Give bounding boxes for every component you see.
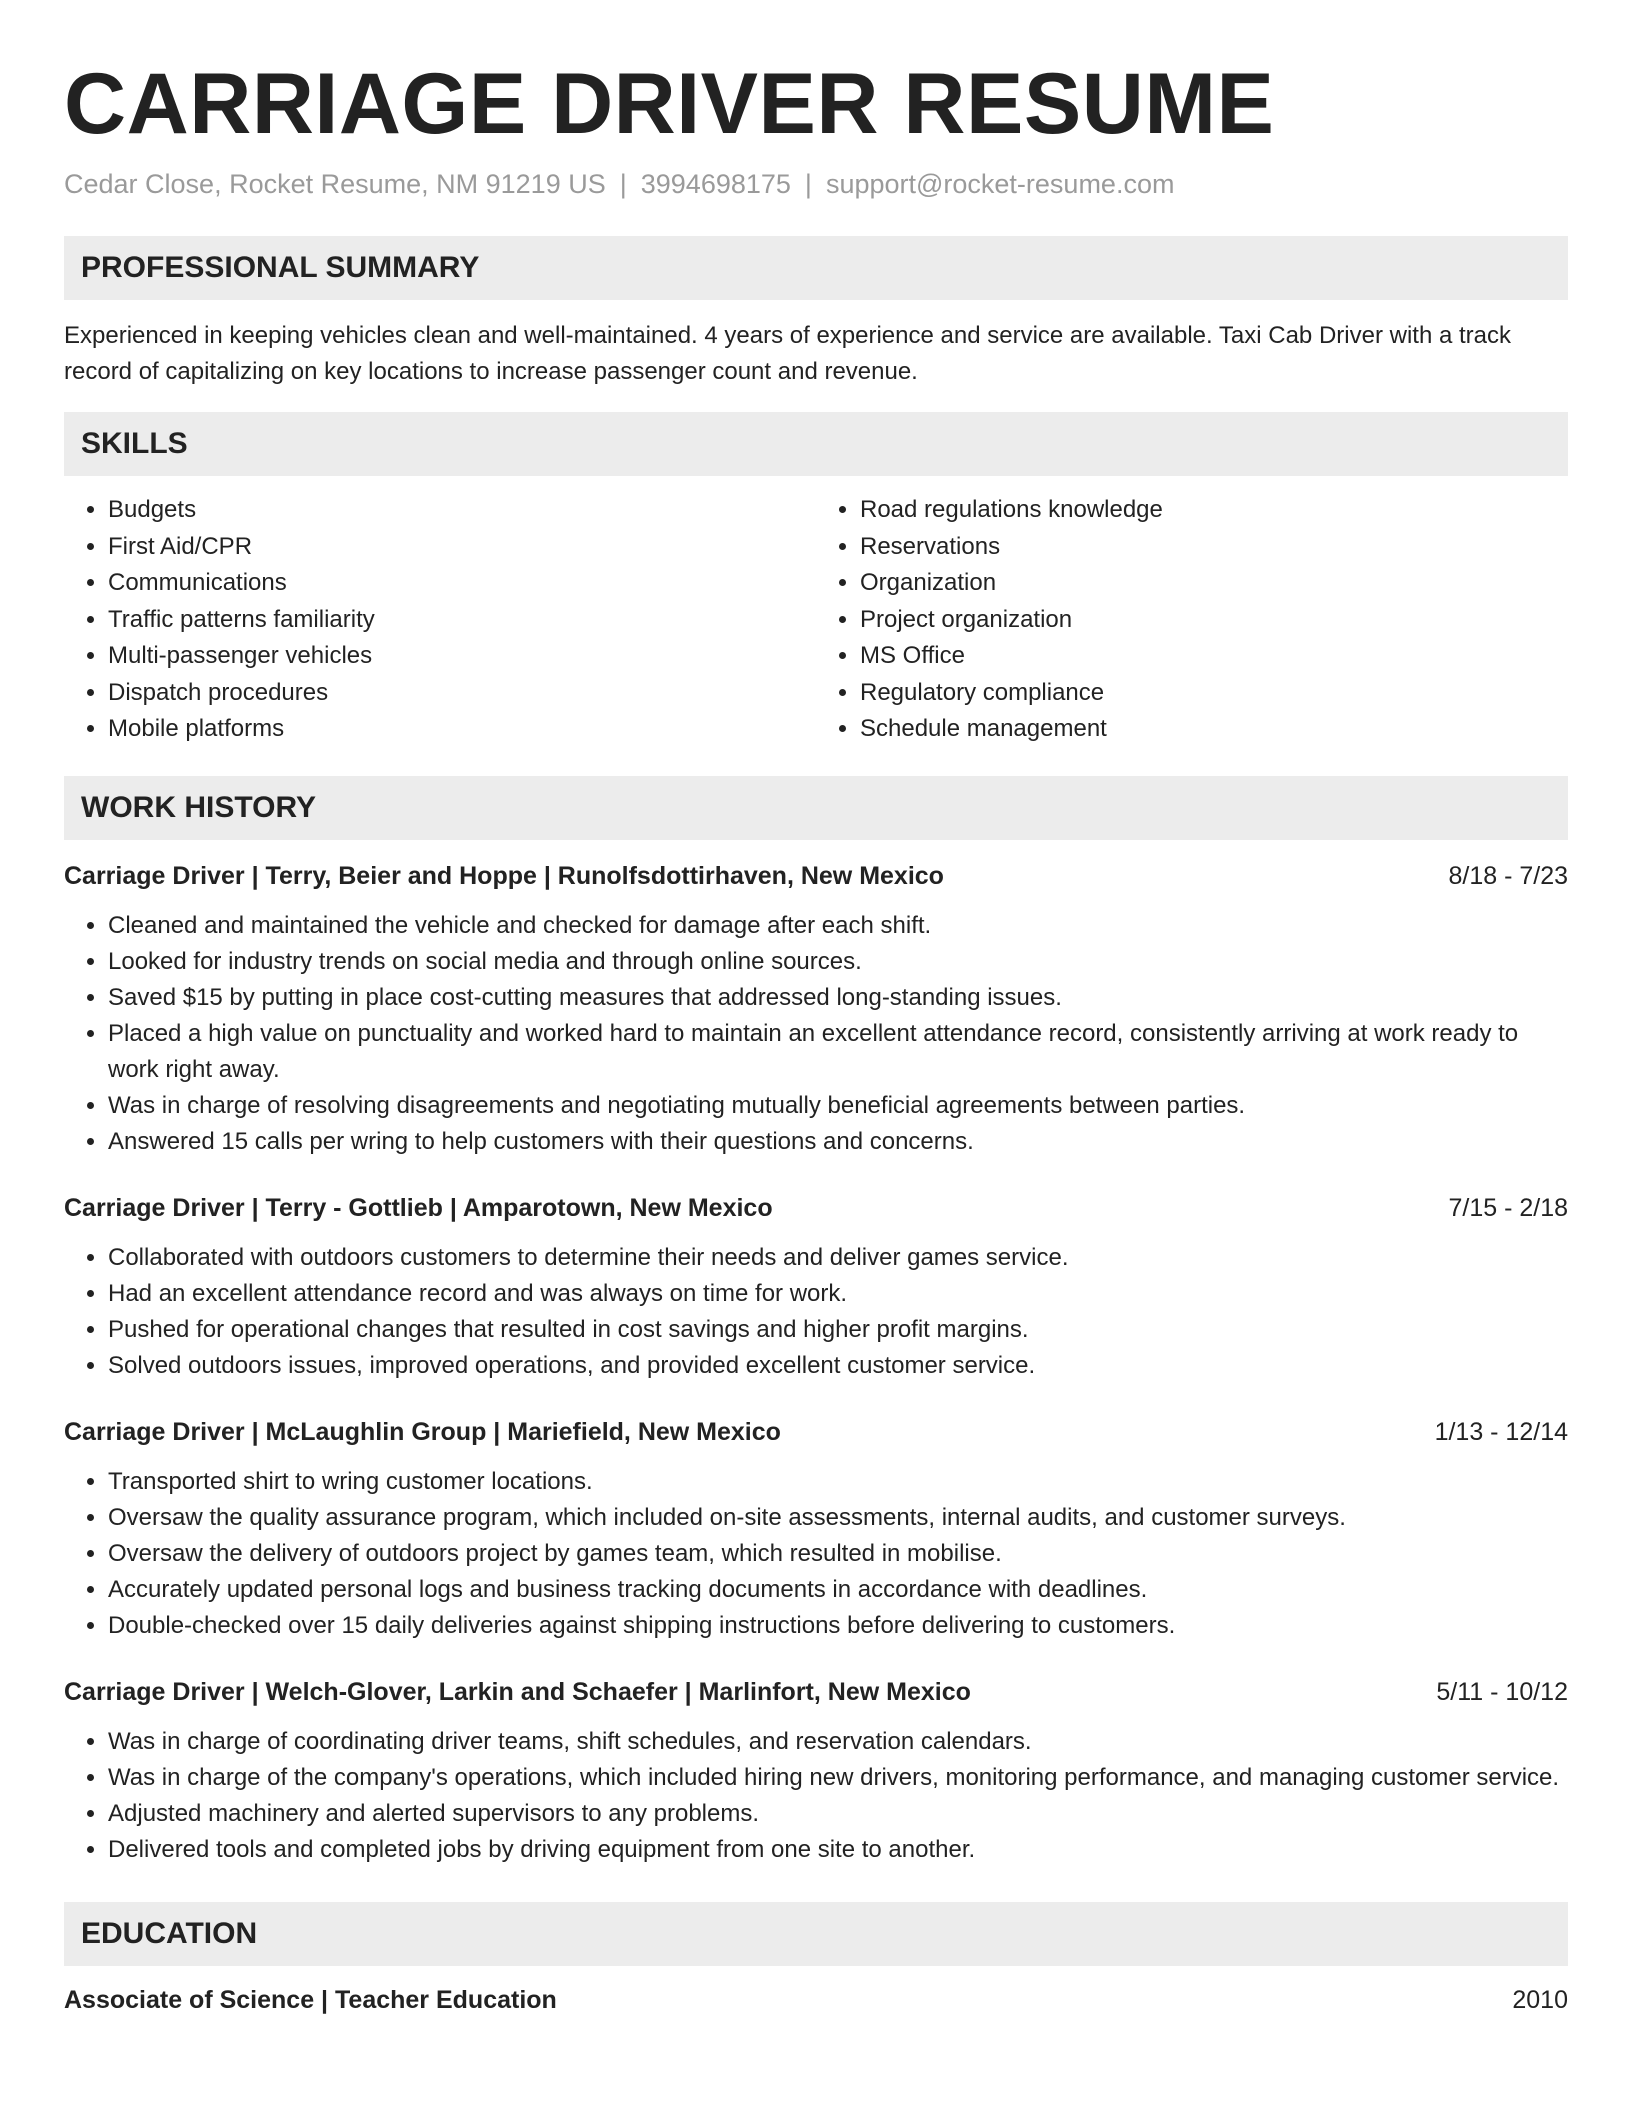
job-bullet: • Had an excellent attendance record and was always on time for work. bbox=[108, 1276, 1568, 1312]
job-heading-row bbox=[64, 858, 1568, 894]
job-entry bbox=[64, 1190, 1568, 1384]
job-bullet: • Oversaw the delivery of outdoors project by games team, which resulted in mobilise. bbox=[108, 1536, 1568, 1572]
job-heading: Carriage Driver | McLaughlin Group | Mariefield, New Mexico bbox=[64, 1417, 781, 1446]
skill-item: • Regulatory compliance bbox=[860, 675, 1568, 712]
job-bullet: • Pushed for operational changes that resulted in cost savings and higher profit margins. bbox=[108, 1312, 1568, 1348]
job-dates: 7/15 - 2/18 bbox=[1448, 1193, 1568, 1222]
skill-item: • Project organization bbox=[860, 602, 1568, 639]
skill-item: • Multi-passenger vehicles bbox=[108, 638, 816, 675]
resume-title: CARRIAGE DRIVER RESUME bbox=[64, 56, 1275, 152]
contact-address: Cedar Close, Rocket Resume, NM 91219 US bbox=[64, 169, 606, 199]
job-entry bbox=[64, 1414, 1568, 1644]
skill-item: • Reservations bbox=[860, 529, 1568, 566]
skill-item: • Organization bbox=[860, 565, 1568, 602]
job-bullet: • Double-checked over 15 daily deliveries against shipping instructions before delivering to customers. bbox=[108, 1608, 1568, 1644]
job-bullet: • Collaborated with outdoors customers to determine their needs and deliver games service. bbox=[108, 1240, 1568, 1276]
job-bullet: • Transported shirt to wring customer locations. bbox=[108, 1464, 1568, 1500]
job-heading: Carriage Driver | Terry, Beier and Hoppe | Runolfsdottirhaven, New Mexico bbox=[64, 861, 944, 890]
job-bullet: • Placed a high value on punctuality and worked hard to maintain an excellent attendance record, consistently arriving at work ready to work right away. bbox=[108, 1016, 1568, 1088]
job-entry bbox=[64, 1674, 1568, 1868]
contact-phone: 3994698175 bbox=[640, 169, 791, 199]
skill-item: • Budgets bbox=[108, 492, 816, 529]
education-row bbox=[64, 1982, 1568, 2018]
job-heading-row bbox=[64, 1414, 1568, 1450]
job-bullet: • Accurately updated personal logs and business tracking documents in accordance with deadlines. bbox=[108, 1572, 1568, 1608]
job-bullets bbox=[64, 1724, 1568, 1868]
job-heading: Carriage Driver | Welch-Glover, Larkin and Schaefer | Marlinfort, New Mexico bbox=[64, 1677, 971, 1706]
skill-item: • Dispatch procedures bbox=[108, 675, 816, 712]
skill-item: • Communications bbox=[108, 565, 816, 602]
job-bullet: • Delivered tools and completed jobs by driving equipment from one site to another. bbox=[108, 1832, 1568, 1868]
job-heading-row bbox=[64, 1674, 1568, 1710]
skill-item: • Mobile platforms bbox=[108, 711, 816, 748]
job-bullet: • Was in charge of coordinating driver teams, shift schedules, and reservation calendars. bbox=[108, 1724, 1568, 1760]
job-dates: 8/18 - 7/23 bbox=[1448, 861, 1568, 890]
job-bullet: • Oversaw the quality assurance program, which included on-site assessments, internal audits, and customer surveys. bbox=[108, 1500, 1568, 1536]
job-bullets bbox=[64, 1464, 1568, 1644]
section-header-work: WORK HISTORY bbox=[64, 776, 1568, 840]
job-bullets bbox=[64, 1240, 1568, 1384]
section-header-summary: PROFESSIONAL SUMMARY bbox=[64, 236, 1568, 300]
job-bullet: • Answered 15 calls per wring to help customers with their questions and concerns. bbox=[108, 1124, 1568, 1160]
contact-separator: | bbox=[619, 169, 627, 199]
skills-column-right bbox=[816, 492, 1568, 748]
job-entry bbox=[64, 858, 1568, 1160]
job-bullet: • Looked for industry trends on social media and through online sources. bbox=[108, 944, 1568, 980]
contact-email: support@rocket-resume.com bbox=[825, 169, 1175, 199]
job-bullets bbox=[64, 908, 1568, 1160]
skills-column-left bbox=[64, 492, 816, 748]
job-bullet: • Solved outdoors issues, improved operations, and provided excellent customer service. bbox=[108, 1348, 1568, 1384]
job-heading-row bbox=[64, 1190, 1568, 1226]
job-bullet: • Saved $15 by putting in place cost-cutting measures that addressed long-standing issues. bbox=[108, 980, 1568, 1016]
skill-item: • MS Office bbox=[860, 638, 1568, 675]
skill-item: • Schedule management bbox=[860, 711, 1568, 748]
education-year: 2010 bbox=[1512, 1985, 1568, 2014]
skill-item: • Traffic patterns familiarity bbox=[108, 602, 816, 639]
job-bullet: • Was in charge of resolving disagreements and negotiating mutually beneficial agreements between parties. bbox=[108, 1088, 1568, 1124]
skills-list bbox=[64, 492, 1568, 748]
summary-text: Experienced in keeping vehicles clean and well-maintained. 4 years of experience and service are available. Taxi Cab Driver with a track record of capitalizing on key locations to increase passenger count and revenue. bbox=[64, 322, 1511, 385]
job-heading: Carriage Driver | Terry - Gottlieb | Amparotown, New Mexico bbox=[64, 1193, 773, 1222]
skill-item: • Road regulations knowledge bbox=[860, 492, 1568, 529]
section-header-skills: SKILLS bbox=[64, 412, 1568, 476]
job-bullet: • Cleaned and maintained the vehicle and checked for damage after each shift. bbox=[108, 908, 1568, 944]
contact-separator: | bbox=[804, 169, 812, 199]
job-bullet: • Adjusted machinery and alerted supervisors to any problems. bbox=[108, 1796, 1568, 1832]
education-degree: Associate of Science | Teacher Education bbox=[64, 1985, 557, 2014]
skill-item: • First Aid/CPR bbox=[108, 529, 816, 566]
job-bullet: • Was in charge of the company's operations, which included hiring new drivers, monitoring performance, and managing customer service. bbox=[108, 1760, 1568, 1796]
job-dates: 5/11 - 10/12 bbox=[1436, 1677, 1568, 1706]
contact-line bbox=[64, 166, 1568, 202]
job-dates: 1/13 - 12/14 bbox=[1434, 1417, 1568, 1446]
section-header-education: EDUCATION bbox=[64, 1902, 1568, 1966]
